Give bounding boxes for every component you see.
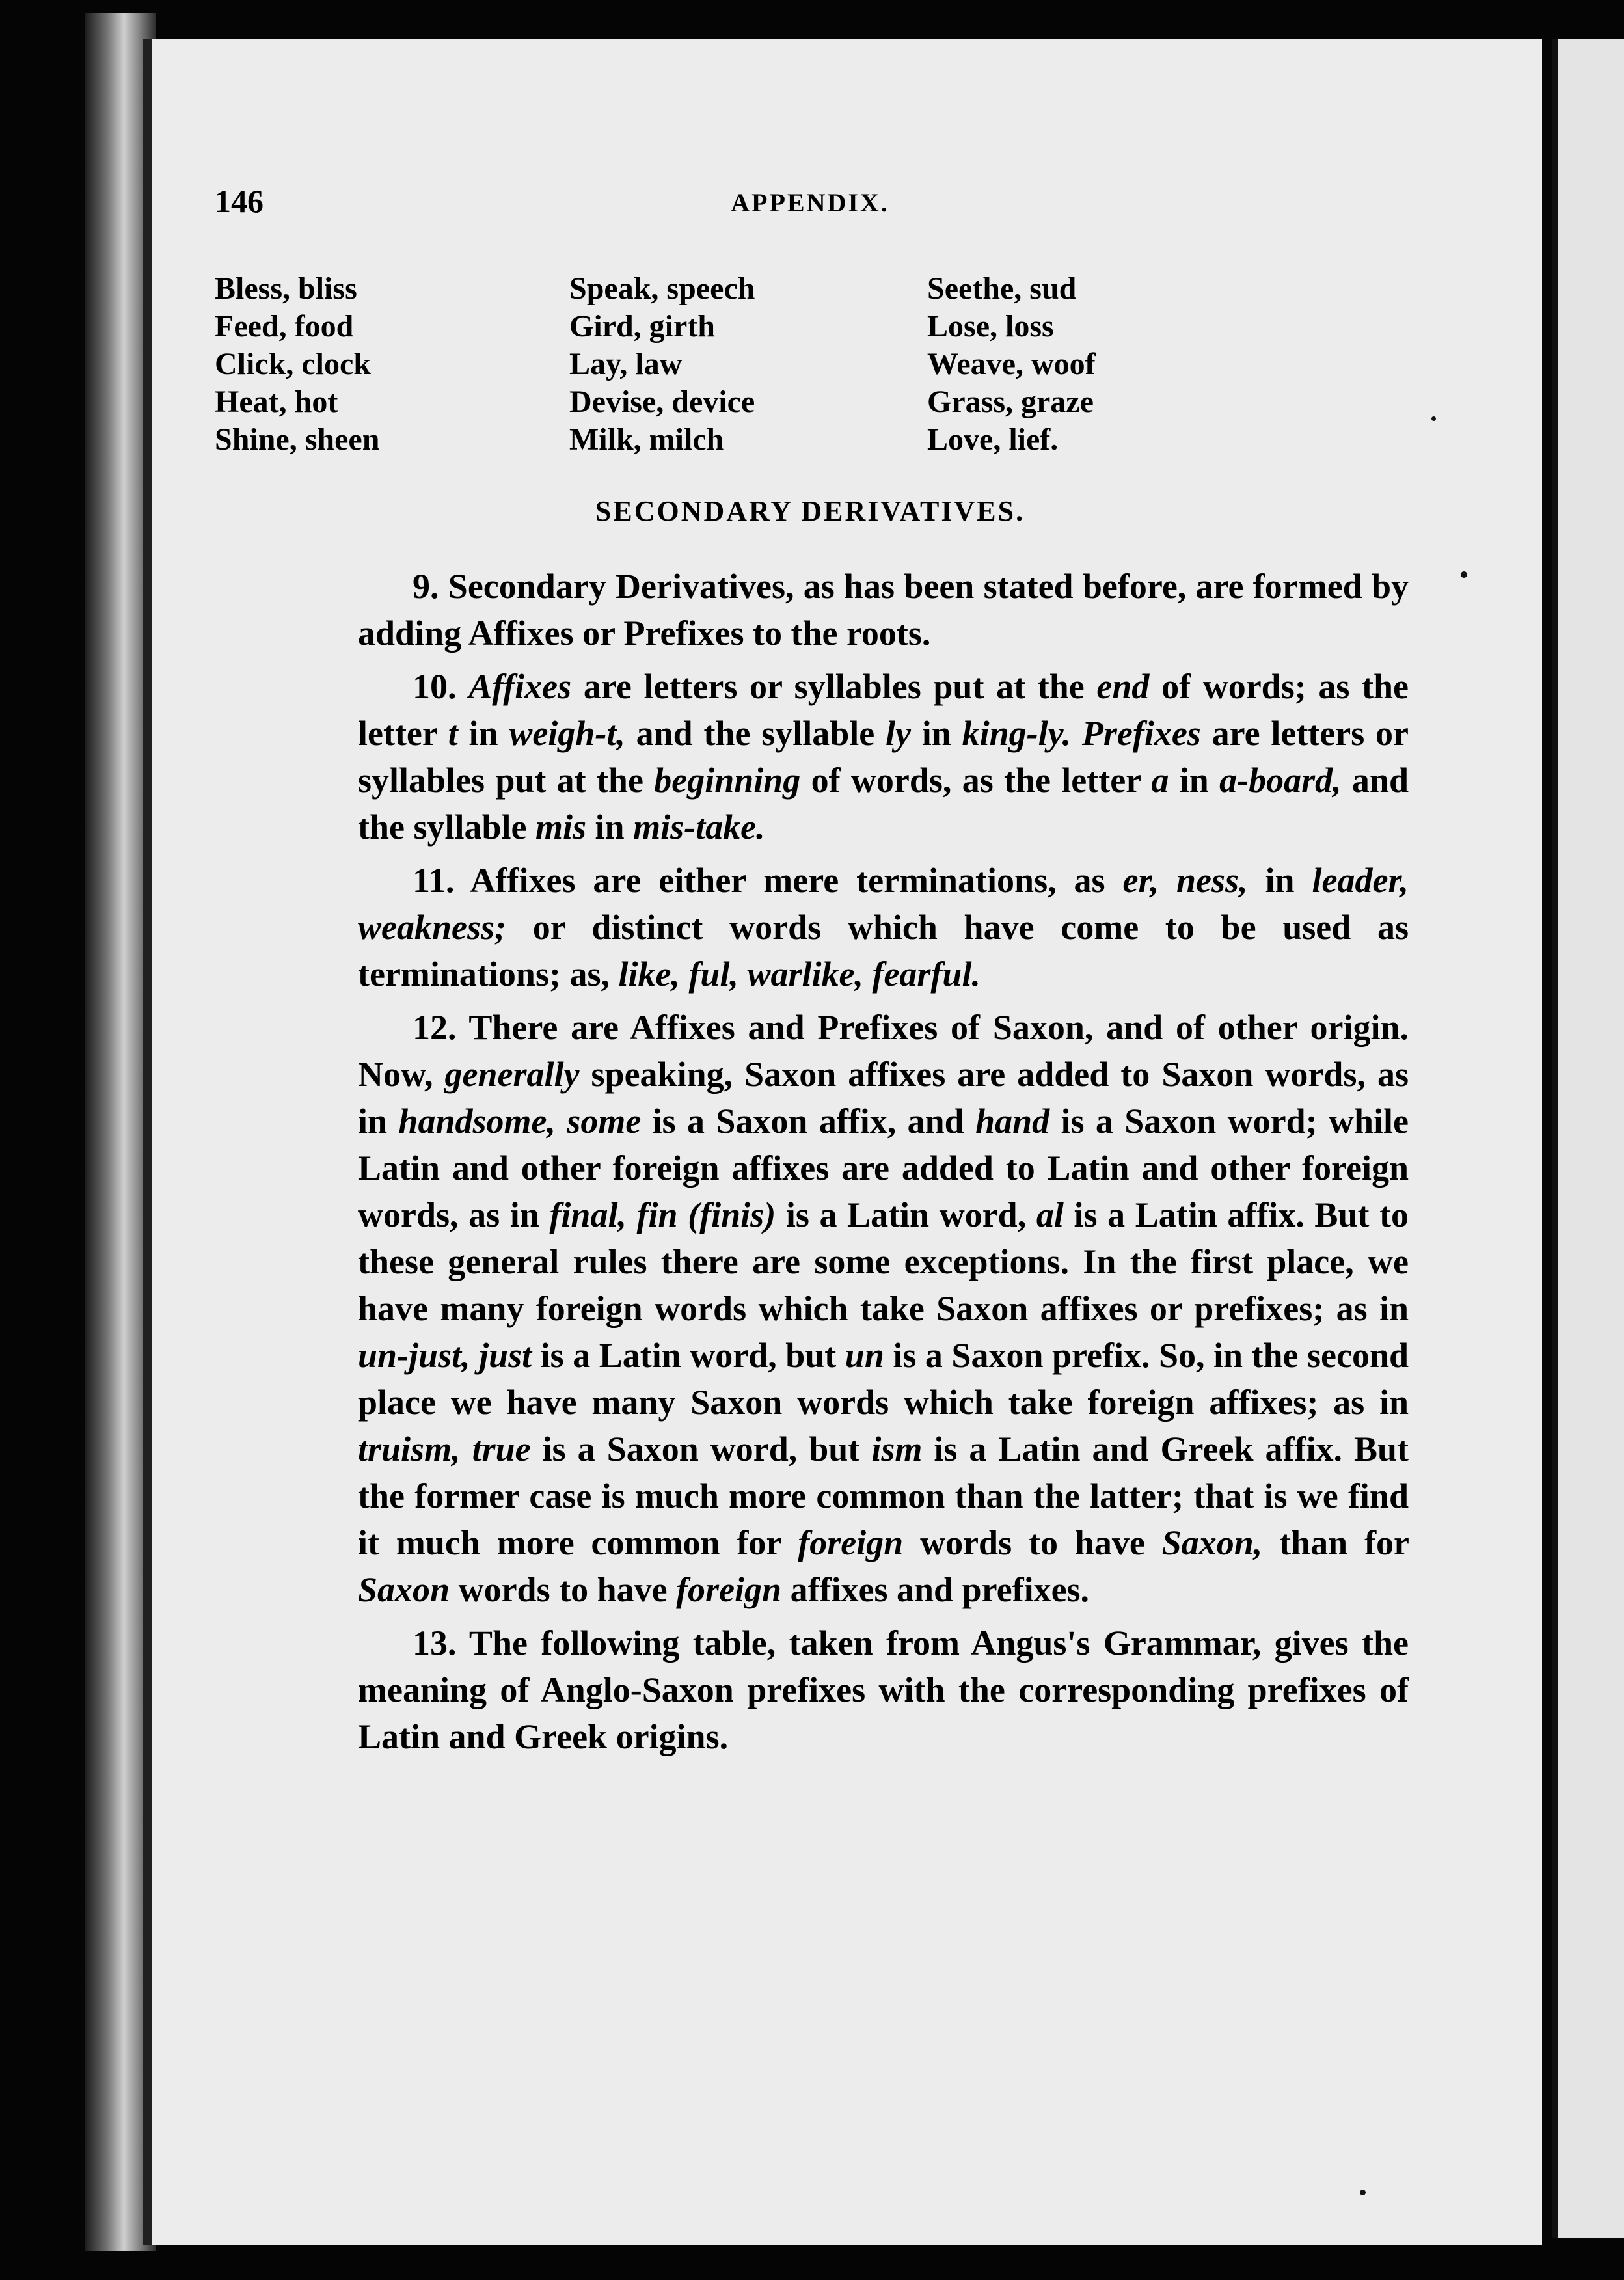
word-pairs-column-3 bbox=[927, 270, 1282, 459]
italic-term: foreign bbox=[676, 1570, 782, 1609]
word-pairs-column-2 bbox=[569, 270, 927, 459]
paragraph-12 bbox=[358, 1004, 1409, 1613]
italic-term: Affixes bbox=[468, 667, 572, 706]
text-run: is a Saxon affix, and bbox=[652, 1102, 964, 1141]
italic-term: un bbox=[845, 1336, 884, 1375]
italic-term: t bbox=[448, 714, 458, 753]
italic-term: final, fin (finis) bbox=[549, 1195, 776, 1234]
text-run: of words; as the letter bbox=[358, 667, 1409, 753]
text-run: words to have bbox=[920, 1523, 1145, 1562]
italic-term: handsome, some bbox=[398, 1102, 642, 1141]
italic-term: weigh-t, bbox=[509, 714, 625, 753]
text-run: is a Latin and Greek affix. But the former case is much more common than the latter; that is we find it much more common for bbox=[358, 1430, 1409, 1562]
text-run: Secondary Derivatives, as has been stated before, are formed by adding Affixes or Prefixes to the roots. bbox=[358, 567, 1409, 653]
italic-term: beginning bbox=[654, 761, 801, 800]
word-pair: Milk, milch bbox=[569, 422, 724, 457]
paragraph-number: 11. bbox=[413, 861, 455, 900]
word-pair: Feed, food bbox=[215, 309, 354, 344]
word-pairs-column-1 bbox=[215, 270, 569, 459]
text-run: than for bbox=[1279, 1523, 1409, 1562]
word-pair: Lay, law bbox=[569, 347, 683, 381]
text-run: is a Latin word, bbox=[785, 1195, 1027, 1234]
body-text bbox=[358, 563, 1409, 1767]
word-pair: Shine, sheen bbox=[215, 422, 380, 457]
text-run: in bbox=[921, 714, 951, 753]
text-run: or distinct words which have come to be used as terminations; as, bbox=[358, 908, 1409, 994]
italic-term: end bbox=[1096, 667, 1150, 706]
page-header bbox=[215, 182, 1405, 228]
paragraph-9 bbox=[358, 563, 1409, 657]
text-run: in bbox=[1265, 861, 1295, 900]
text-run: The following table, taken from Angus's Grammar, gives the meaning of Anglo-Saxon prefixes with the corresponding prefixes of Latin and Greek origins. bbox=[358, 1623, 1409, 1756]
italic-term: generally bbox=[444, 1055, 580, 1094]
italic-term: like, ful, warlike, fearful. bbox=[618, 955, 981, 994]
italic-term: hand bbox=[975, 1102, 1050, 1141]
word-pair: Grass, graze bbox=[927, 385, 1094, 419]
text-run: speaking, Saxon affixes are added to Saxon words, as in bbox=[358, 1055, 1409, 1141]
word-pair: Weave, woof bbox=[927, 347, 1096, 381]
paragraph-number: 12. bbox=[413, 1008, 457, 1047]
word-pair: Speak, speech bbox=[569, 271, 755, 306]
text-run: in bbox=[1179, 761, 1209, 800]
italic-term: foreign bbox=[798, 1523, 904, 1562]
page-number: 146 bbox=[215, 183, 264, 219]
paragraph-10 bbox=[358, 663, 1409, 850]
print-speck bbox=[1431, 416, 1436, 421]
italic-term: al bbox=[1036, 1195, 1064, 1234]
text-run: is a Latin word, but bbox=[540, 1336, 837, 1375]
italic-term: Prefixes bbox=[1081, 714, 1201, 753]
text-run: in bbox=[468, 714, 498, 753]
word-pair: Seethe, sud bbox=[927, 271, 1077, 306]
italic-term: king-ly. bbox=[962, 714, 1072, 753]
text-run: is a Saxon word; while Latin and other foreign affixes are added to Latin and other foreign words, as in bbox=[358, 1102, 1409, 1234]
word-pair: Love, lief. bbox=[927, 422, 1059, 457]
text-run: words to have bbox=[458, 1570, 668, 1609]
text-run: and the syllable bbox=[636, 714, 875, 753]
text-run: and the syllable bbox=[358, 761, 1409, 847]
paragraph-number: 10. bbox=[413, 667, 457, 706]
section-title: SECONDARY DERIVATIVES. bbox=[595, 495, 1025, 527]
italic-term: mis-take. bbox=[633, 808, 765, 847]
italic-term: leader, weakness; bbox=[358, 861, 1409, 947]
text-run: There are Affixes and Prefixes of Saxon, and of other origin. Now, bbox=[358, 1008, 1409, 1094]
italic-term: Saxon, bbox=[1161, 1523, 1263, 1562]
word-pairs-table bbox=[215, 270, 1282, 459]
text-run: in bbox=[595, 808, 625, 847]
paragraph-number: 13. bbox=[413, 1623, 457, 1663]
text-run: are letters or syllables put at the bbox=[583, 667, 1085, 706]
word-pair: Devise, device bbox=[569, 385, 755, 419]
paragraph-13 bbox=[358, 1620, 1409, 1760]
text-run: Affixes are either mere terminations, as bbox=[470, 861, 1105, 900]
word-pair: Heat, hot bbox=[215, 385, 338, 419]
text-run: is a Latin affix. But to these general rules there are some exceptions. In the first place, we have many foreign words which take Saxon affixes or prefixes; as in bbox=[358, 1195, 1409, 1328]
print-speck bbox=[1461, 571, 1467, 578]
italic-term: a-board, bbox=[1219, 761, 1342, 800]
text-run: of words, as the letter bbox=[811, 761, 1141, 800]
italic-term: Saxon bbox=[358, 1570, 450, 1609]
word-pair: Gird, girth bbox=[569, 309, 715, 344]
italic-term: a bbox=[1151, 761, 1169, 800]
text-run: is a Saxon word, but bbox=[542, 1430, 860, 1469]
running-head: APPENDIX. bbox=[731, 188, 889, 217]
word-pair: Bless, bliss bbox=[215, 271, 357, 306]
text-run: affixes and prefixes. bbox=[790, 1570, 1090, 1609]
italic-term: er, ness, bbox=[1122, 861, 1248, 900]
facing-page-edge bbox=[1552, 39, 1624, 2238]
italic-term: truism, true bbox=[358, 1430, 531, 1469]
paragraph-number: 9. bbox=[413, 567, 439, 606]
paragraph-11 bbox=[358, 857, 1409, 998]
italic-term: ly bbox=[886, 714, 912, 753]
word-pair: Lose, loss bbox=[927, 309, 1054, 344]
print-speck bbox=[1360, 2190, 1366, 2195]
italic-term: mis bbox=[535, 808, 587, 847]
text-run: is a Saxon prefix. So, in the second place we have many Saxon words which take foreign affixes; as in bbox=[358, 1336, 1409, 1422]
italic-term: ism bbox=[871, 1430, 923, 1469]
italic-term: un-just, just bbox=[358, 1336, 532, 1375]
text-run: are letters or syllables put at the bbox=[358, 714, 1409, 800]
word-pair: Click, clock bbox=[215, 347, 371, 381]
